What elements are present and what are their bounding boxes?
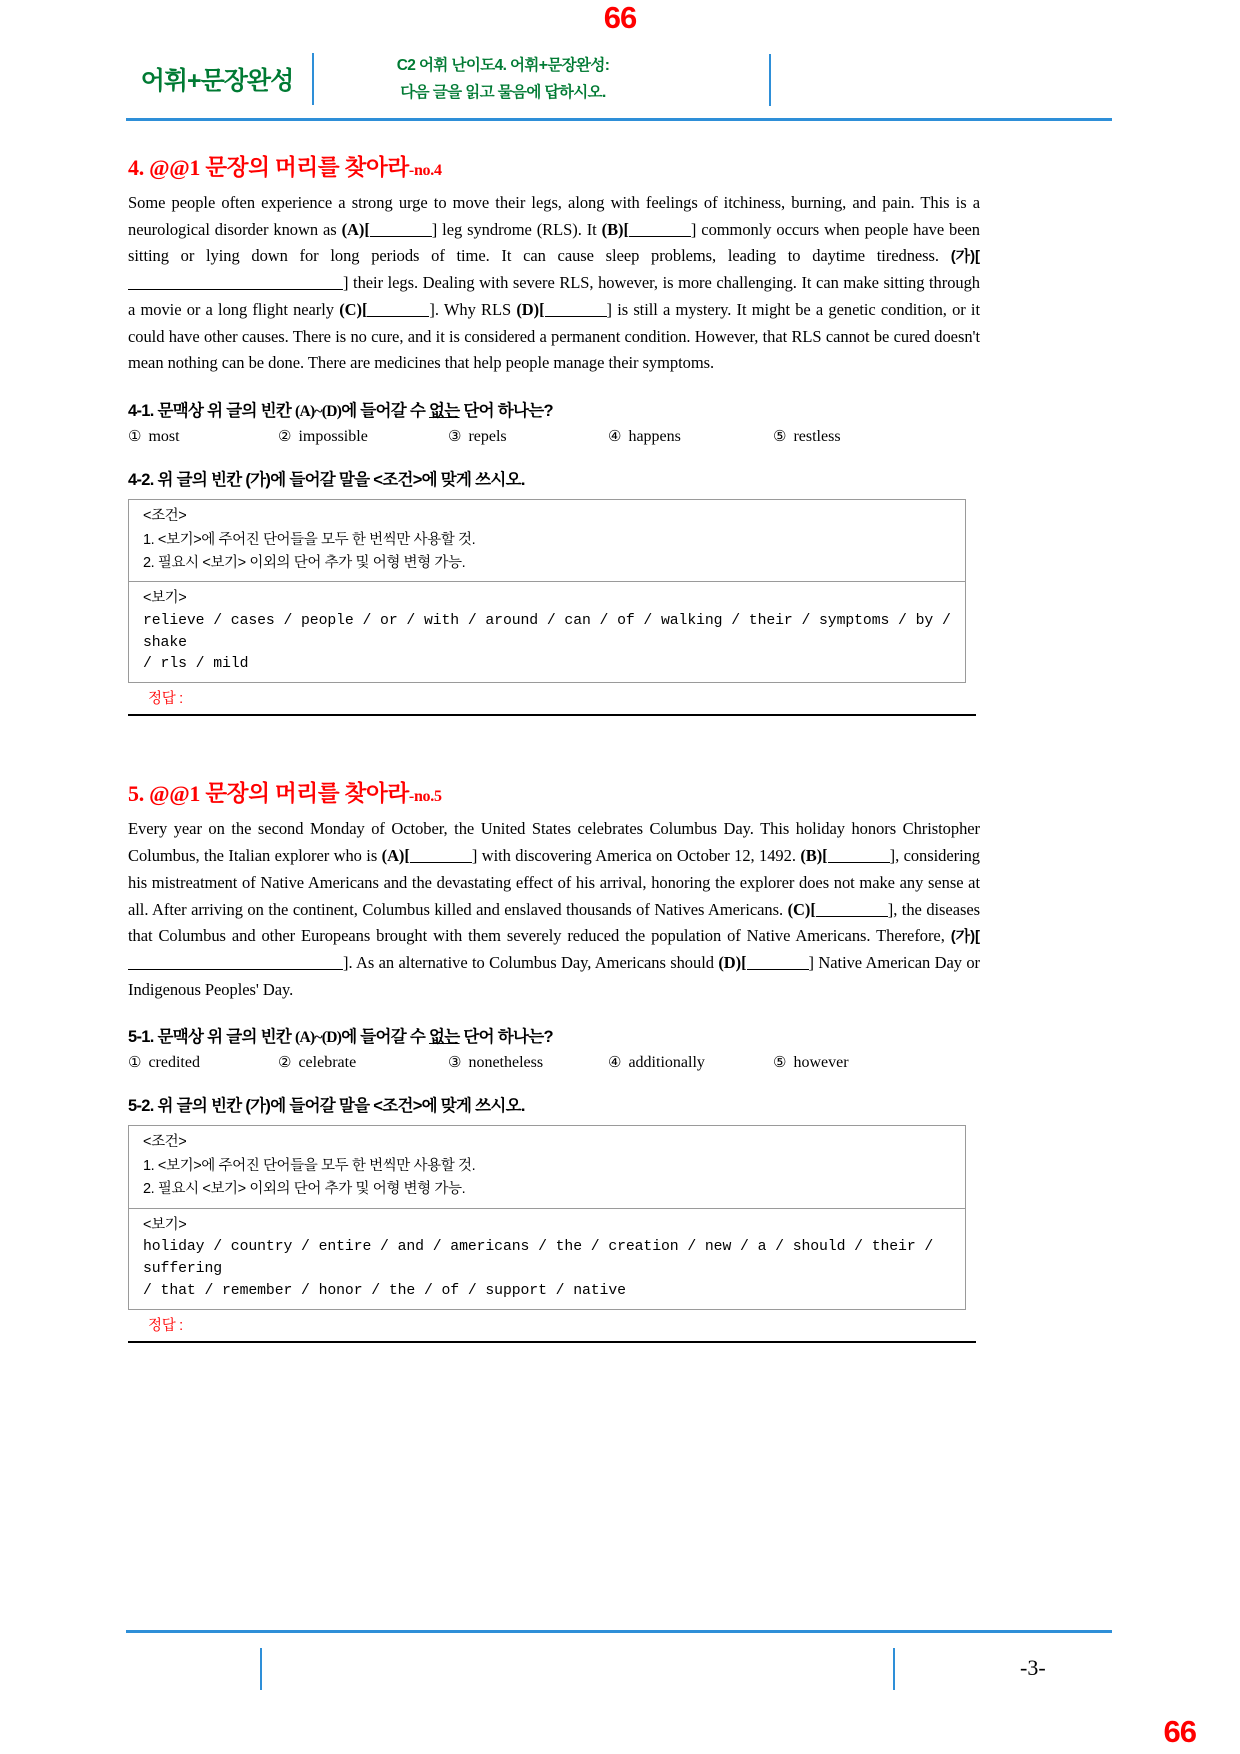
condition-title: <조건>: [143, 508, 187, 525]
passage-5-label-c: (C)[: [787, 899, 816, 919]
top-page-number: 66: [603, 0, 637, 35]
passage-5-label-ga: (가)[: [950, 928, 980, 946]
passage-4-label-ga: (가)[: [950, 248, 980, 266]
section-4-tag: @@1: [149, 155, 206, 180]
passage-4-blank-c: [367, 316, 429, 317]
section-5-tag: @@1: [149, 781, 206, 807]
choice-marker: ④: [608, 429, 622, 446]
choice-marker: ②: [278, 1055, 292, 1072]
header-title-line1: C2 어휘 난이도4. 어휘+문장완성:: [396, 56, 610, 74]
choice-label: repels: [468, 428, 507, 446]
word-bank-title: <보기>: [143, 1216, 187, 1233]
passage-5-label-b: (B)[: [800, 846, 828, 866]
word-bank-line-1: relieve / cases / people / or / with / around / can / of / walking / their / symptoms / by / shake: [143, 612, 951, 651]
choice-marker: ⑤: [773, 1055, 787, 1072]
passage-4-blank-d: [545, 316, 607, 317]
passage-5-blank-ga: [128, 969, 343, 970]
passage-5-text-5: ]. As an alternative to Columbus Day, Americans should: [343, 952, 719, 972]
choice-marker: ⑤: [773, 429, 787, 446]
choice-option[interactable]: [448, 1053, 608, 1072]
question-4-1-text-c: 단어 하나는?: [459, 402, 553, 421]
question-5-1-choices: [128, 1053, 980, 1072]
section-4-title-kr: 문장의 머리를 찾아라: [205, 155, 409, 180]
section-4-suffix: -no.4: [408, 162, 442, 179]
condition-rule-2: 2. 필요시 <보기> 이외의 단어 추가 및 어형 변형 가능.: [143, 555, 466, 571]
passage-4-label-a: (A)[: [341, 219, 370, 239]
section-4-number: 4.: [128, 155, 150, 180]
passage-4-label-d: (D)[: [516, 299, 545, 319]
choice-marker: ③: [448, 1055, 462, 1072]
condition-box-5: [128, 1125, 966, 1309]
choice-option[interactable]: [608, 1053, 773, 1072]
question-5-1-emphasis: 없는: [429, 1028, 460, 1047]
footer-page-number: -3-: [1020, 1655, 1046, 1680]
choice-label: additionally: [628, 1054, 705, 1072]
passage-4-text-4: ] their legs. Dealing with severe RLS, however, is more challenging. It can make sitting through a movie or a long flight nearly: [128, 273, 980, 319]
question-5-2-text: 위 글의 빈칸 (가)에 들어갈 말을 <조건>에 맞게 쓰시오.: [157, 1097, 525, 1116]
choice-option[interactable]: [278, 1053, 448, 1072]
passage-4-label-c: (C)[: [339, 299, 368, 319]
passage-5-label-a: (A)[: [381, 846, 410, 866]
word-bank-title: <보기>: [143, 590, 187, 607]
word-bank-4: [129, 582, 965, 682]
question-4-2-text: 위 글의 빈칸 (가)에 들어갈 말을 <조건>에 맞게 쓰시오.: [157, 471, 525, 490]
passage-4-blank-a: [370, 236, 432, 237]
answer-line-4[interactable]: 정답 :: [148, 691, 183, 708]
passage-5-text-3: ], considering his mistreatment of Native Americans and the devastating effect of his arrival, honoring the explorer does not make any sense at all. After arriving on the continent, Columbus killed and enslaved thousands of Natives Americans.: [128, 846, 981, 919]
section-5-passage: [128, 816, 980, 1003]
passage-4-text-3: ] commonly occurs when people have been sitting or lying down for long periods of time. It can cause sleep problems, leading to daytime tiredness.: [128, 219, 981, 266]
header-divider-left: [312, 53, 314, 105]
question-4-1-number: 4-1.: [128, 402, 158, 421]
question-4-1-prompt: [128, 397, 980, 421]
question-section-5: [128, 776, 980, 1342]
question-5-1-text-b: 에 들어갈 수: [341, 1028, 430, 1047]
footer-divider-right: [893, 1648, 895, 1690]
question-5-2-number: 5-2.: [128, 1097, 158, 1116]
choice-label: credited: [148, 1054, 200, 1072]
section-5-suffix: -no.5: [408, 788, 442, 806]
passage-5-blank-c: [816, 916, 888, 917]
section-5-heading: [128, 776, 980, 808]
choice-marker: ②: [278, 429, 292, 446]
passage-5-text-2: ] with discovering America on October 12, 1492.: [471, 846, 801, 866]
section-5-number: 5.: [128, 781, 150, 807]
choice-marker: ①: [128, 1055, 142, 1072]
passage-4-blank-ga: [128, 289, 343, 290]
header-rule: [126, 118, 1112, 121]
question-5-1-text-a: 문맥상 위 글의 빈칸: [157, 1028, 295, 1047]
question-5-1-number: 5-1.: [128, 1028, 158, 1047]
choice-option[interactable]: [278, 427, 448, 446]
passage-4-blank-b: [629, 236, 691, 237]
question-4-2-prompt: [128, 466, 980, 490]
passage-4-text-2: ] leg syndrome (RLS). It: [431, 219, 602, 239]
section-spacer: [128, 716, 980, 764]
choice-marker: ③: [448, 429, 462, 446]
choice-label: restless: [793, 428, 841, 446]
header-title: [338, 52, 668, 106]
passage-5-blank-d: [747, 969, 809, 970]
passage-4-label-b: (B)[: [601, 219, 629, 239]
choice-label: however: [793, 1054, 849, 1072]
answer-line-5[interactable]: 정답 :: [148, 1317, 183, 1334]
choice-label: happens: [628, 428, 681, 446]
passage-4-text-6: ] is still a mystery. It might be a genetic condition, or it could have other causes. There is no cure, and it is considered a permanent condition. However, that RLS cannot be cured doesn't mean nothing can be done. There are medicines that help people manage their symptoms.: [128, 299, 981, 373]
choice-option[interactable]: [128, 1053, 278, 1072]
header-title-line2: 다음 글을 읽고 물음에 답하시오.: [400, 84, 606, 101]
header-logo: 어휘+문장완성: [140, 67, 294, 95]
word-bank-line-1: holiday / country / entire / and / americans / the / creation / new / a / should / their / suffering: [143, 1239, 934, 1277]
passage-5-label-d: (D)[: [718, 952, 747, 972]
question-4-1-text-b: 에 들어갈 수: [341, 402, 430, 421]
word-bank-line-2: / that / remember / honor / the / of / support / native: [143, 1282, 626, 1299]
question-5-1-text-c: 단어 하나는?: [459, 1028, 553, 1047]
condition-rules-4: [129, 500, 965, 582]
condition-rule-2: 2. 필요시 <보기> 이외의 단어 추가 및 어형 변형 가능.: [143, 1181, 466, 1198]
condition-rules-5: [129, 1126, 965, 1208]
footer-divider-left: [260, 1648, 262, 1690]
choice-option[interactable]: [608, 427, 773, 446]
page-header: [132, 48, 1108, 110]
passage-4-text-1: Some people often experience a strong urge to move their legs, along with feelings of itchiness, burning, and pain. This is a neurological disorder known as: [128, 193, 980, 239]
bottom-page-number: 66: [1163, 1714, 1196, 1749]
passage-5-text-4: ], the diseases that Columbus and other Europeans brought with them severely reduced the population of Native Americans. Therefore,: [128, 899, 980, 946]
section-5-title-kr: 문장의 머리를 찾아라: [205, 781, 409, 807]
passage-5-text-1: Every year on the second Monday of October, the United States celebrates Columbus Day. This holiday honors Christopher Columbus, the Italian explorer who is: [128, 819, 980, 866]
question-5-1-range: (A)~(D): [294, 1029, 342, 1047]
passage-5-blank-a: [410, 862, 472, 863]
question-section-4: [128, 150, 980, 716]
choice-label: impossible: [298, 428, 368, 446]
question-5-1-prompt: [128, 1023, 980, 1047]
footer-rule: [126, 1630, 1112, 1633]
worksheet-content: [128, 138, 980, 1343]
passage-5-blank-b: [828, 862, 890, 863]
section-4-heading: [128, 150, 980, 182]
choice-option[interactable]: [128, 427, 278, 446]
question-4-1-text-a: 문맥상 위 글의 빈칸: [157, 402, 295, 421]
choice-option[interactable]: [773, 427, 841, 446]
choice-marker: ④: [608, 1055, 622, 1072]
question-4-1-range: (A)~(D): [294, 403, 342, 421]
header-divider-right: [769, 54, 771, 106]
word-bank-line-2: / rls / mild: [143, 656, 249, 673]
choice-marker: ①: [128, 429, 142, 446]
question-4-2-number: 4-2.: [128, 471, 158, 490]
condition-rule-1: 1. <보기>에 주어진 단어들을 모두 한 번씩만 사용할 것.: [143, 1157, 476, 1174]
question-4-1-choices: [128, 427, 980, 446]
question-5-2-prompt: [128, 1092, 980, 1116]
choice-option[interactable]: [773, 1053, 849, 1072]
choice-label: nonetheless: [468, 1054, 544, 1072]
choice-label: most: [148, 428, 180, 446]
choice-option[interactable]: [448, 427, 608, 446]
condition-title: <조건>: [143, 1134, 187, 1151]
passage-4-text-5: ]. Why RLS: [429, 299, 517, 319]
choice-label: celebrate: [298, 1054, 357, 1072]
condition-box-4: [128, 499, 966, 683]
condition-rule-1: 1. <보기>에 주어진 단어들을 모두 한 번씩만 사용할 것.: [143, 531, 476, 548]
section-4-passage: [128, 190, 980, 377]
question-4-1-emphasis: 없는: [429, 402, 460, 421]
section-5-rule: [128, 1341, 976, 1343]
passage-5-text-6: ] Native American Day or Indigenous Peoples' Day.: [128, 952, 980, 999]
word-bank-5: [129, 1209, 965, 1309]
